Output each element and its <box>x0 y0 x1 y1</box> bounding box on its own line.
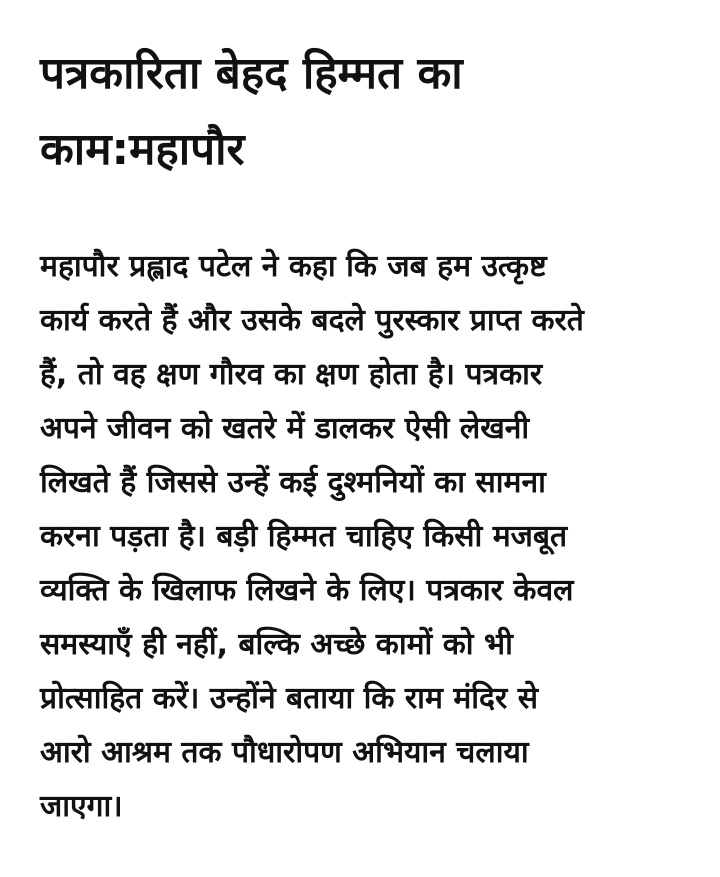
headline-line-2: काम:महापौर <box>40 124 245 175</box>
body-line-2: कार्य करते हैं और उसके बदले पुरस्कार प्राप्त करते <box>40 303 584 338</box>
body-line-11: जाएगा। <box>40 789 123 824</box>
body-line-1: महापौर प्रह्लाद पटेल ने कहा कि जब हम उत्कृष्ट <box>40 249 547 284</box>
body-line-7: व्यक्ति के खिलाफ लिखने के लिए। पत्रकार केवल <box>40 573 574 608</box>
body-line-8: समस्याएँ ही नहीं, बल्कि अच्छे कामों को भी <box>40 627 513 662</box>
body-line-5: लिखते हैं जिससे उन्हें कई दुश्मनियों का सामना <box>40 465 546 500</box>
body-line-3: हैं, तो वह क्षण गौरव का क्षण होता है। पत्रकार <box>40 357 543 392</box>
article-body <box>40 240 690 834</box>
headline-line-1: पत्रकारिता बेहद हिम्मत का <box>40 48 463 99</box>
body-line-6: करना पड़ता है। बड़ी हिम्मत चाहिए किसी मजबूत <box>40 519 568 554</box>
body-line-10: आरो आश्रम तक पौधारोपण अभियान चलाया <box>40 735 529 770</box>
body-line-4: अपने जीवन को खतरे में डालकर ऐसी लेखनी <box>40 411 530 446</box>
body-line-9: प्रोत्साहित करें। उन्होंने बताया कि राम मंदिर से <box>40 681 538 716</box>
article-headline <box>40 36 690 188</box>
